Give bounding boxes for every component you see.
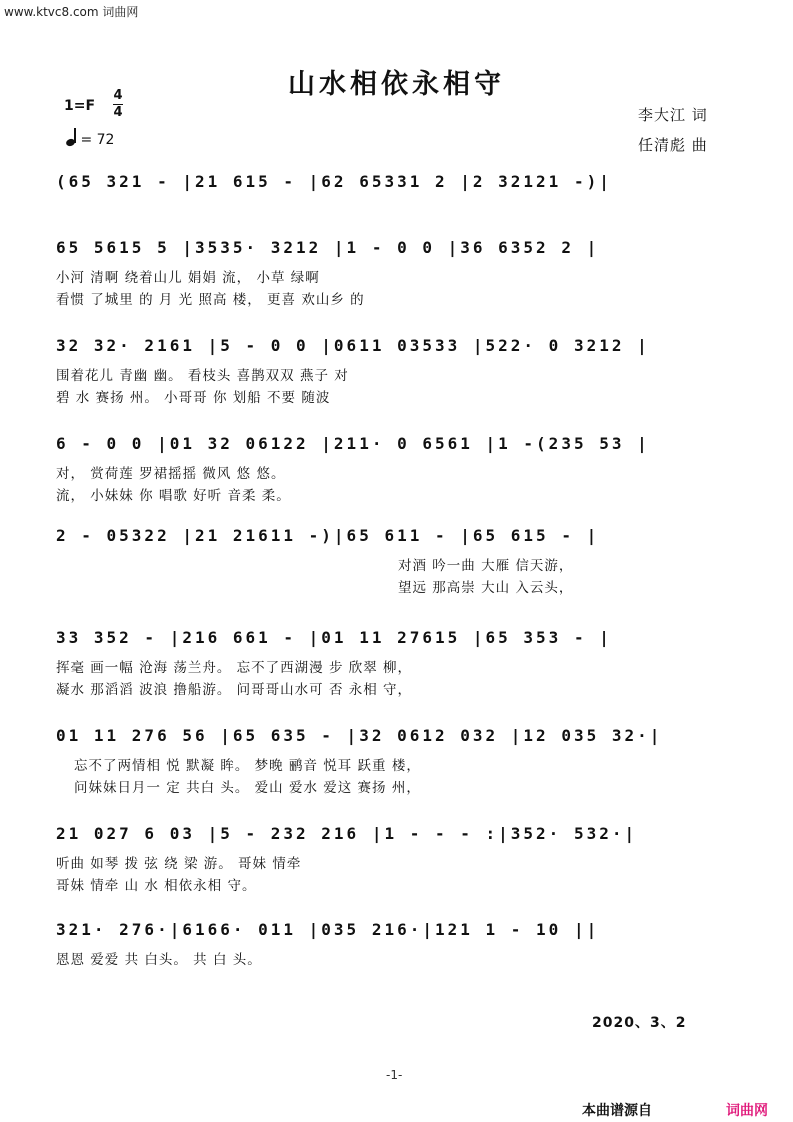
lyric-verse-1: 恩恩 爱爱 共 白头。 共 白 头。 — [56, 952, 262, 968]
lyric-verse-2: 凝水 那滔滔 波浪 撸船游。 问哥哥山水可 否 永相 守， — [56, 682, 413, 698]
lyric-verse-1: 小河 清啊 绕着山儿 娟娟 流， 小草 绿啊 — [56, 270, 320, 286]
time-bottom: 4 — [113, 105, 123, 120]
lyric-verse-1: 对， 赏荷莲 罗裙摇摇 微风 悠 悠。 — [56, 466, 286, 482]
time-signature — [113, 88, 123, 121]
notation-line: 6 - 0 0 |01 32 06122 |211· 0 6561 |1 -(235 53 | — [56, 434, 650, 453]
notation-line: 32 32· 2161 |5 - 0 0 |0611 03533 |522· 0 3212 | — [56, 336, 650, 355]
lyric-verse-2: 哥妹 情牵 山 水 相依永相 守。 — [56, 878, 257, 894]
lyric-verse-2: 看惯 了城里 的 月 光 照高 楼， 更喜 欢山乡 的 — [56, 292, 365, 308]
quarter-note-icon — [66, 132, 76, 146]
notation-line: 21 027 6 03 |5 - 232 216 |1 - - - :|352· 532·| — [56, 824, 638, 843]
notation-line: 2 - 05322 |21 21611 -)|65 611 - |65 615 - | — [56, 526, 600, 545]
lyric-verse-2: 流， 小妹妹 你 唱歌 好听 音柔 柔。 — [56, 488, 291, 504]
composer: 任清彪 曲 — [638, 136, 708, 154]
source-label: 本曲谱源自 — [582, 1103, 652, 1119]
notation-line: 33 352 - |216 661 - |01 11 27615 |65 353 - | — [56, 628, 612, 647]
tempo-value: = 72 — [80, 132, 115, 148]
date-stamp: 2020、3、2 — [592, 1015, 687, 1031]
notation-line: 01 11 276 56 |65 635 - |32 0612 032 |12 035 32·| — [56, 726, 663, 745]
lyric-verse-1: 挥毫 画一幅 沧海 荡兰舟。 忘不了西湖漫 步 欣翠 柳， — [56, 660, 413, 676]
notation-line: 321· 276·|6166· 011 |035 216·|121 1 - 10 || — [56, 920, 600, 939]
tempo-mark — [66, 132, 114, 148]
lyric-verse-1: 对酒 吟一曲 大雁 信天游， — [398, 558, 574, 574]
lyric-verse-1: 围着花儿 青幽 幽。 看枝头 喜鹊双双 燕子 对 — [56, 368, 349, 384]
page-number: -1- — [386, 1068, 403, 1082]
site-header: www.ktvc8.com 词曲网 — [4, 5, 139, 19]
key-signature: 1=F — [64, 98, 96, 114]
lyric-verse-1: 听曲 如琴 拨 弦 绕 梁 游。 哥妹 情牵 — [56, 856, 302, 872]
lyric-verse-2: 问妹妹日月一 定 共白 头。 爱山 爱水 爱这 赛扬 州， — [74, 780, 421, 796]
song-title: 山水相依永相守 — [288, 69, 505, 100]
lyric-verse-2: 碧 水 赛扬 州。 小哥哥 你 划船 不要 随波 — [56, 390, 331, 406]
time-top: 4 — [113, 88, 123, 103]
lyric-verse-1: 忘不了两情相 悦 默凝 眸。 梦晚 鹂音 悦耳 跃重 楼， — [74, 758, 421, 774]
lyric-verse-2: 望远 那高崇 大山 入云头， — [398, 580, 574, 596]
brand-logo: 词曲网 — [726, 1103, 768, 1119]
lyricist: 李大江 词 — [638, 106, 708, 124]
notation-line: 65 5615 5 |3535· 3212 |1 - 0 0 |36 6352 2 | — [56, 238, 600, 257]
notation-line: (65 321 - |21 615 - |62 65331 2 |2 32121 -)| — [56, 172, 612, 191]
